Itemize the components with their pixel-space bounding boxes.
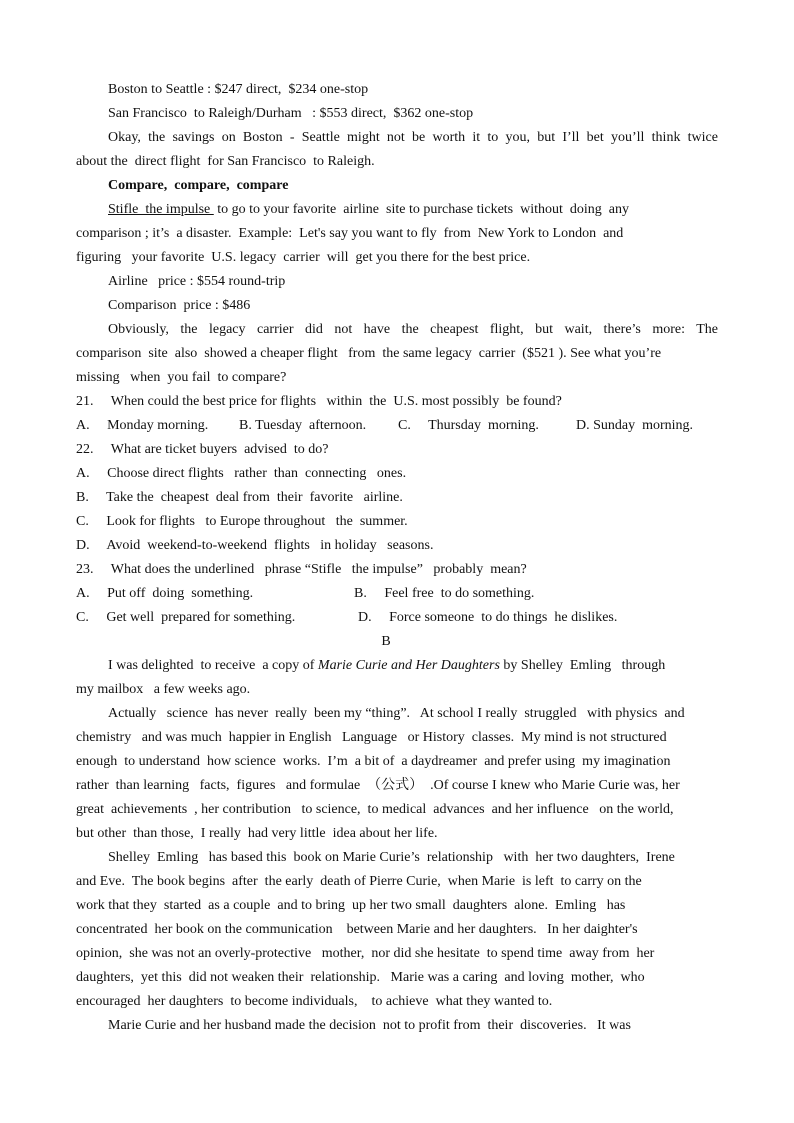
passage-b-line: Marie Curie and her husband made the decision not to profit from their discoveries. It was bbox=[108, 1018, 631, 1033]
paragraph-stifle-text: to go to your favorite airline site to purchase tickets without doing any bbox=[213, 202, 630, 217]
section-letter: B bbox=[381, 634, 391, 649]
airline-price: Airline price : $554 round-trip bbox=[108, 274, 286, 289]
passage-b-line: and Eve. The book begins after the early death of Pierre Curie, when Marie is left to carry on the bbox=[76, 874, 642, 889]
comparison-price: Comparison price : $486 bbox=[108, 298, 251, 313]
question-21-option-d: D. Sunday morning. bbox=[576, 418, 694, 433]
question-23-stem: 23. What does the underlined phrase “Stifle the impulse” probably mean? bbox=[76, 562, 527, 577]
paragraph-obviously-line: Obviously, the legacy carrier did not have the cheapest flight, but wait, there’s more: The bbox=[108, 322, 718, 337]
question-22-option-c: C. Look for flights to Europe throughout the summer. bbox=[76, 514, 408, 529]
passage-b-line: daughters, yet this did not weaken their relationship. Marie was a caring and loving mother, who bbox=[76, 970, 645, 985]
passage-b-line: concentrated her book on the communication between Marie and her daughters. In her daighter's bbox=[76, 922, 638, 937]
section-heading: Compare, compare, compare bbox=[108, 178, 289, 193]
question-21-option-b: B. Tuesday afternoon. bbox=[239, 418, 367, 433]
passage-b-line bbox=[108, 654, 665, 678]
underlined-phrase: Stifle the impulse bbox=[108, 202, 214, 217]
paragraph-obviously-line: comparison site also showed a cheaper flight from the same legacy carrier ($521 ). See what you’re bbox=[76, 346, 662, 361]
passage-b-line: chemistry and was much happier in English Language or History classes. My mind is not structured bbox=[76, 730, 667, 745]
paragraph-stifle-line bbox=[108, 198, 629, 222]
question-22-option-d: D. Avoid weekend-to-weekend flights in holiday seasons. bbox=[76, 538, 434, 553]
question-21-option-c: C. Thursday morning. bbox=[398, 418, 539, 433]
passage-b-line: rather than learning facts, figures and formulae （公式） .Of course I knew who Marie Curie was, her bbox=[76, 778, 680, 793]
passage-b-text: by Shelley Emling through bbox=[499, 658, 666, 673]
question-23-option-c: C. Get well prepared for something. bbox=[76, 610, 296, 625]
passage-b-line: but other than those, I really had very little idea about her life. bbox=[76, 826, 438, 841]
question-22-option-b: B. Take the cheapest deal from their favorite airline. bbox=[76, 490, 403, 505]
question-23-option-b: B. Feel free to do something. bbox=[354, 586, 535, 601]
paragraph-obviously-line: missing when you fail to compare? bbox=[76, 370, 287, 385]
question-21-option-a: A. Monday morning. bbox=[76, 418, 209, 433]
passage-b-line: opinion, she was not an overly-protective mother, nor did she hesitate to spend time away from her bbox=[76, 946, 655, 961]
question-23-option-a: A. Put off doing something. bbox=[76, 586, 254, 601]
passage-b-line: work that they started as a couple and to bring up her two small daughters alone. Emling has bbox=[76, 898, 626, 913]
paragraph-savings-line: about the direct flight for San Francisco to Raleigh. bbox=[76, 154, 375, 169]
paragraph-stifle-line: figuring your favorite U.S. legacy carrier will get you there for the best price. bbox=[76, 250, 531, 265]
passage-b-line: great achievements , her contribution to science, to medical advances and her influence on the world, bbox=[76, 802, 674, 817]
question-22-stem: 22. What are ticket buyers advised to do? bbox=[76, 442, 329, 457]
passage-b-line: enough to understand how science works. I’m a bit of a daydreamer and prefer using my imagination bbox=[76, 754, 671, 769]
fare-line-sanfrancisco: San Francisco to Raleigh/Durham : $553 direct, $362 one-stop bbox=[108, 106, 474, 121]
passage-b-line: encouraged her daughters to become individuals, to achieve what they wanted to. bbox=[76, 994, 553, 1009]
fare-line-boston: Boston to Seattle : $247 direct, $234 one-stop bbox=[108, 82, 369, 97]
book-title: Marie Curie and Her Daughters bbox=[317, 658, 500, 673]
question-23-option-d: D. Force someone to do things he dislikes. bbox=[358, 610, 618, 625]
passage-b-line: my mailbox a few weeks ago. bbox=[76, 682, 251, 697]
passage-b-text: I was delighted to receive a copy of bbox=[108, 658, 318, 673]
paragraph-savings-line: Okay, the savings on Boston - Seattle might not be worth it to you, but I’ll bet you’ll think twice bbox=[108, 130, 718, 145]
passage-b-line: Actually science has never really been my “thing”. At school I really struggled with physics and bbox=[108, 706, 685, 721]
question-21-stem: 21. When could the best price for flights within the U.S. most possibly be found? bbox=[76, 394, 562, 409]
paragraph-stifle-line: comparison ; it’s a disaster. Example: Let's say you want to fly from New York to London and bbox=[76, 226, 624, 241]
passage-b-line: Shelley Emling has based this book on Marie Curie’s relationship with her two daughters, Irene bbox=[108, 850, 675, 865]
question-22-option-a: A. Choose direct flights rather than connecting ones. bbox=[76, 466, 407, 481]
